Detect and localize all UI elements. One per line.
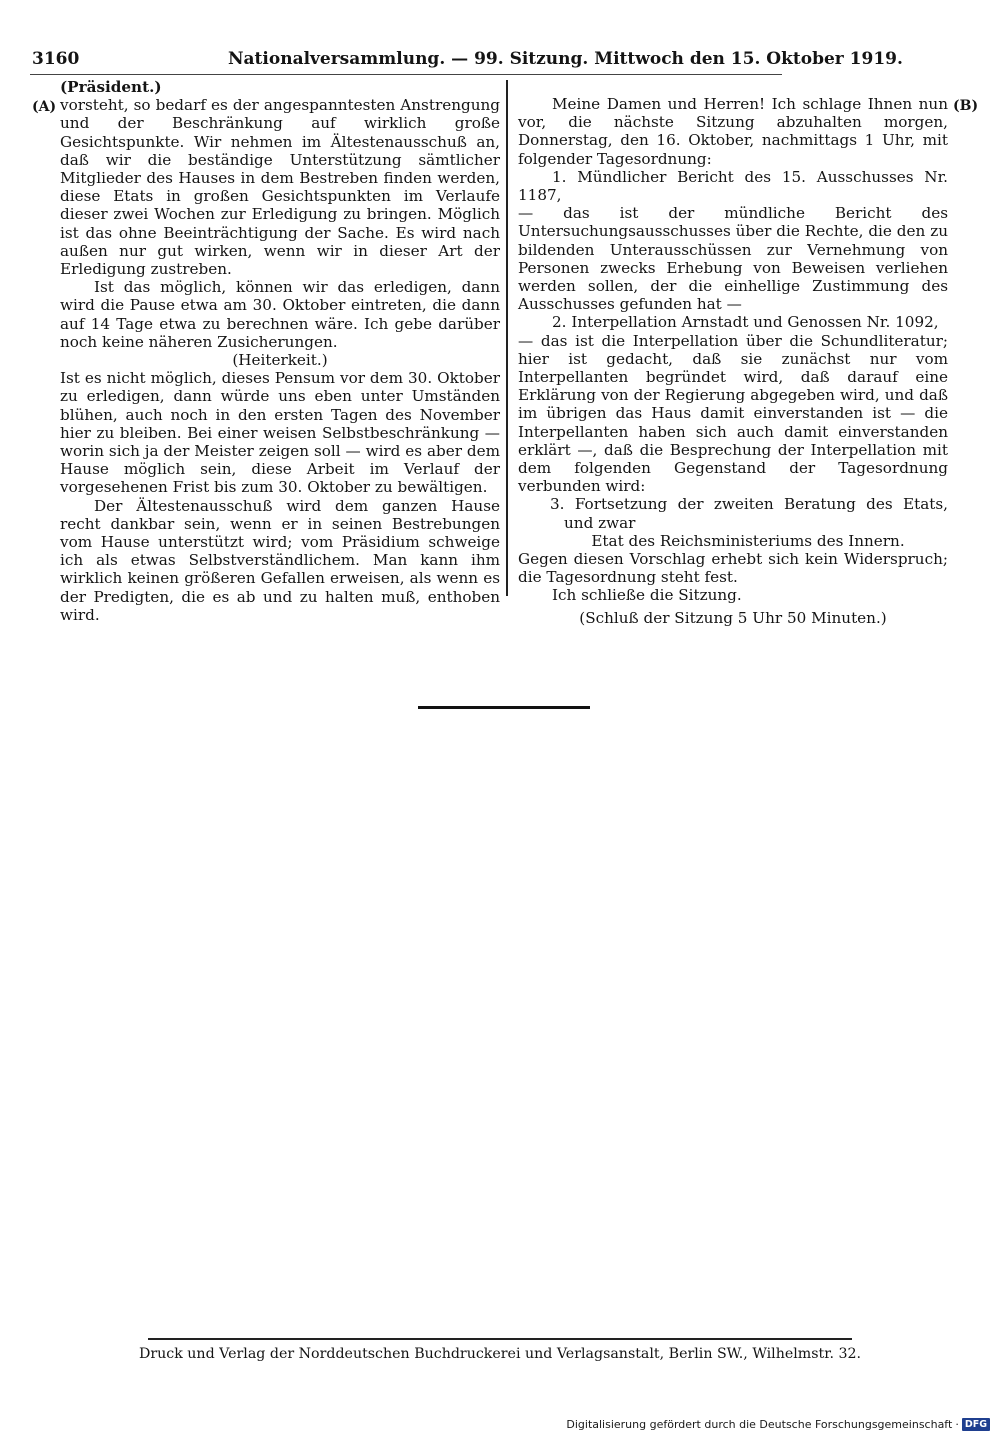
agenda-item-3: 3. Fortsetzung der zweiten Beratung des Etats, und zwar — [550, 495, 948, 532]
end-rule — [418, 706, 590, 709]
running-title: Nationalversammlung. — 99. Sitzung. Mittwoch den 15. Oktober 1919. — [228, 49, 903, 69]
agenda-intro: Meine Damen und Herren! Ich schlage Ihnen nun vor, die nächste Sitzung abzuhalten morgen, Donnerstag, den 16. Oktober, nachmittags 1 Uhr, mit folgender Tagesordnung: — [518, 95, 948, 168]
page-number: 3160 — [32, 49, 80, 69]
column-divider — [506, 80, 508, 596]
paragraph: vorsteht, so bedarf es der angespanntesten Anstrengung und der Beschränkung auf wirklich große Gesichtspunkte. Wir nehmen im Ältestenausschuß an, daß wir die beständige Unterstützung sämtlicher Mitglieder des Hauses in dem Bestreben finden werden, diese Etats in großen Gesichtspunkten im Verlaufe dieser zwei Wochen zur Erledigung zu bringen. Möglich ist das ohne Beeinträchtigung der Sache. Es wird nach außen nur gut wirken, wenn wir in dieser Art der Erledigung zustreben. — [60, 96, 500, 279]
digitization-text: Digitalisierung gefördert durch die Deutsche Forschungsgemeinschaft — [566, 1418, 953, 1431]
paragraph: Ist das möglich, können wir das erledigen, dann wird die Pause etwa am 30. Oktober eintreten, die dann auf 14 Tage etwa zu berechnen wäre. Ich gebe darüber noch keine näheren Zusicherungen. — [60, 278, 500, 351]
dfg-logo-icon: DFG — [962, 1418, 990, 1431]
separator-dot: · — [955, 1418, 959, 1431]
digitization-note — [566, 1418, 990, 1431]
agenda-item-2: 2. Interpellation Arnstadt und Genossen Nr. 1092, — [552, 313, 939, 332]
closing-statement: Ich schließe die Sitzung. — [552, 586, 742, 605]
agenda-conclusion: Gegen diesen Vorschlag erhebt sich kein Widerspruch; die Tagesordnung steht fest. — [518, 550, 948, 587]
page-header — [32, 49, 903, 73]
interjection: (Heiterkeit.) — [232, 351, 328, 370]
paragraph: Der Ältestenausschuß wird dem ganzen Hause recht dankbar sein, wenn er in seinen Bestrebungen vom Hause unterstützt wird; vom Präsidium schweige ich als etwas Selbstverständlichem. Man kann ihm wirklich keinen größeren Gefallen erweisen, als wenn es der Predigten, die es ab und zu halten muß, enthoben wird. — [60, 496, 500, 624]
margin-mark-b: (B) — [953, 98, 979, 114]
speaker-label: (Präsident.) — [60, 78, 162, 96]
agenda-item-1: 1. Mündlicher Bericht des 15. Ausschusses Nr. 1187, — [518, 167, 948, 205]
right-column — [518, 95, 948, 627]
left-column — [60, 78, 500, 624]
paragraph: Ist es nicht möglich, dieses Pensum vor dem 30. Oktober zu erledigen, dann würde uns eben unter Umständen blühen, auch noch in den ersten Tagen des November hier zu bleiben. Bei einer weisen Selbstbeschränkung — worin sich ja der Meister zeigen soll — wird es aber dem Hause möglich sein, diese Arbeit im Verlauf der vorgesehenen Frist bis zum 30. Oktober zu bewältigen. — [60, 369, 500, 497]
printer-imprint: Druck und Verlag der Norddeutschen Buchdruckerei und Verlagsanstalt, Berlin SW., Wilhelmstr. 32. — [138, 1346, 862, 1362]
agenda-item-1-note: — das ist der mündliche Bericht des Untersuchungsausschusses über die Rechte, die den zu bildenden Unterausschüssen zur Vernehmung von Personen zwecks Erhebung von Beweisen verliehen werden sollen, der die einhellige Zustimmung des Ausschusses gefunden hat — — [518, 204, 948, 314]
agenda-item-3-sub: Etat des Reichsministeriums des Innern. — [591, 531, 905, 550]
session-end-note: (Schluß der Sitzung 5 Uhr 50 Minuten.) — [579, 608, 887, 627]
header-rule — [30, 74, 782, 75]
margin-mark-a: (A) — [32, 99, 57, 115]
footer-rule — [148, 1338, 852, 1340]
agenda-item-2-note: — das ist die Interpellation über die Schundliteratur; hier ist gedacht, daß sie zunächst nur vom Interpellanten begründet wird, daß darauf eine Erklärung von der Regierung abgegeben wird, und daß im übrigen das Haus damit einverstanden ist — die Interpellanten haben sich auch damit einverstanden erklärt —, daß die Besprechung der Interpellation mit dem folgenden Gegenstand der Tagesordnung verbunden wird: — [518, 331, 948, 496]
